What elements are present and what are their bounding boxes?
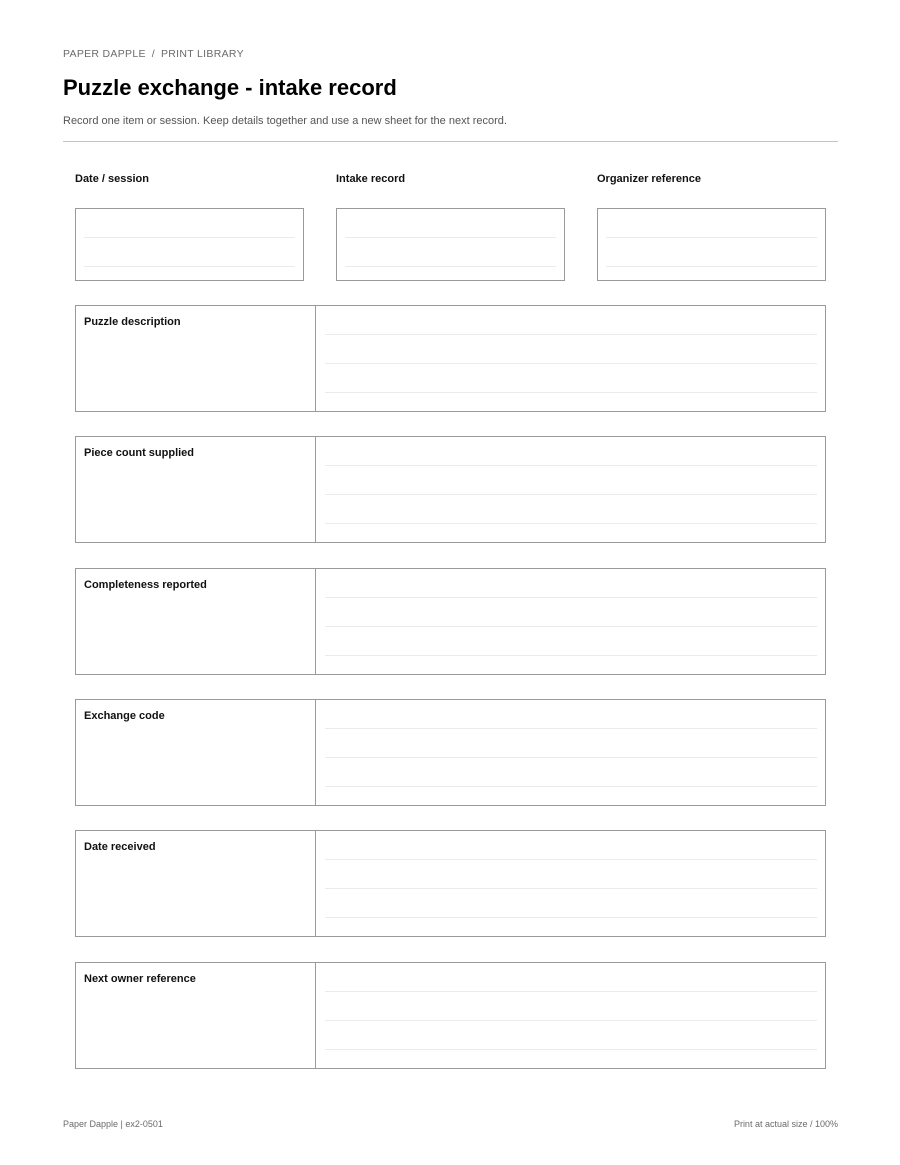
writing-line <box>325 494 817 495</box>
puzzle-description-label: Puzzle description <box>76 306 316 411</box>
organizer-reference-label: Organizer reference <box>597 173 701 185</box>
intake-record-label: Intake record <box>336 173 406 185</box>
completeness-field[interactable] <box>317 569 825 674</box>
intake-record-field[interactable] <box>336 208 565 281</box>
date-session-field[interactable] <box>75 208 304 281</box>
writing-line <box>325 757 817 758</box>
writing-line <box>325 888 817 889</box>
breadcrumb <box>63 48 244 60</box>
date-session-label: Date / session <box>75 173 149 185</box>
date-received-row <box>75 830 826 937</box>
page-title: Puzzle exchange - intake record <box>63 75 397 100</box>
writing-line <box>325 523 817 524</box>
piece-count-row <box>75 436 826 543</box>
footer-document-id: Paper Dapple | ex2-0501 <box>63 1119 163 1129</box>
piece-count-field[interactable] <box>317 437 825 542</box>
writing-line <box>325 1049 817 1050</box>
puzzle-description-row <box>75 305 826 412</box>
writing-line <box>325 465 817 466</box>
writing-line <box>325 392 817 393</box>
writing-line <box>345 266 556 267</box>
writing-line <box>325 363 817 364</box>
writing-line <box>325 334 817 335</box>
writing-line <box>325 859 817 860</box>
exchange-code-label: Exchange code <box>76 700 316 805</box>
writing-line <box>325 728 817 729</box>
breadcrumb-section: PRINT LIBRARY <box>161 48 244 60</box>
writing-line <box>325 597 817 598</box>
date-received-field[interactable] <box>317 831 825 936</box>
writing-line <box>84 266 295 267</box>
puzzle-description-field[interactable] <box>317 306 825 411</box>
writing-line <box>606 266 817 267</box>
next-owner-field[interactable] <box>317 963 825 1068</box>
date-received-label: Date received <box>76 831 316 936</box>
writing-line <box>325 1020 817 1021</box>
writing-line <box>325 626 817 627</box>
completeness-row <box>75 568 826 675</box>
exchange-code-field[interactable] <box>317 700 825 805</box>
writing-line <box>325 991 817 992</box>
organizer-reference-field[interactable] <box>597 208 826 281</box>
writing-line <box>606 237 817 238</box>
completeness-label: Completeness reported <box>76 569 316 674</box>
breadcrumb-separator: / <box>151 48 155 60</box>
writing-line <box>84 237 295 238</box>
exchange-code-row <box>75 699 826 806</box>
piece-count-label: Piece count supplied <box>76 437 316 542</box>
footer-print-note: Print at actual size / 100% <box>733 1119 838 1129</box>
next-owner-label: Next owner reference <box>76 963 316 1068</box>
next-owner-row <box>75 962 826 1069</box>
writing-line <box>325 655 817 656</box>
page-subtitle: Record one item or session. Keep details together and use a new sheet for the next record. <box>63 115 507 127</box>
breadcrumb-brand: PAPER DAPPLE <box>63 48 146 60</box>
writing-line <box>325 786 817 787</box>
header-divider <box>63 141 838 142</box>
writing-line <box>345 237 556 238</box>
writing-line <box>325 917 817 918</box>
